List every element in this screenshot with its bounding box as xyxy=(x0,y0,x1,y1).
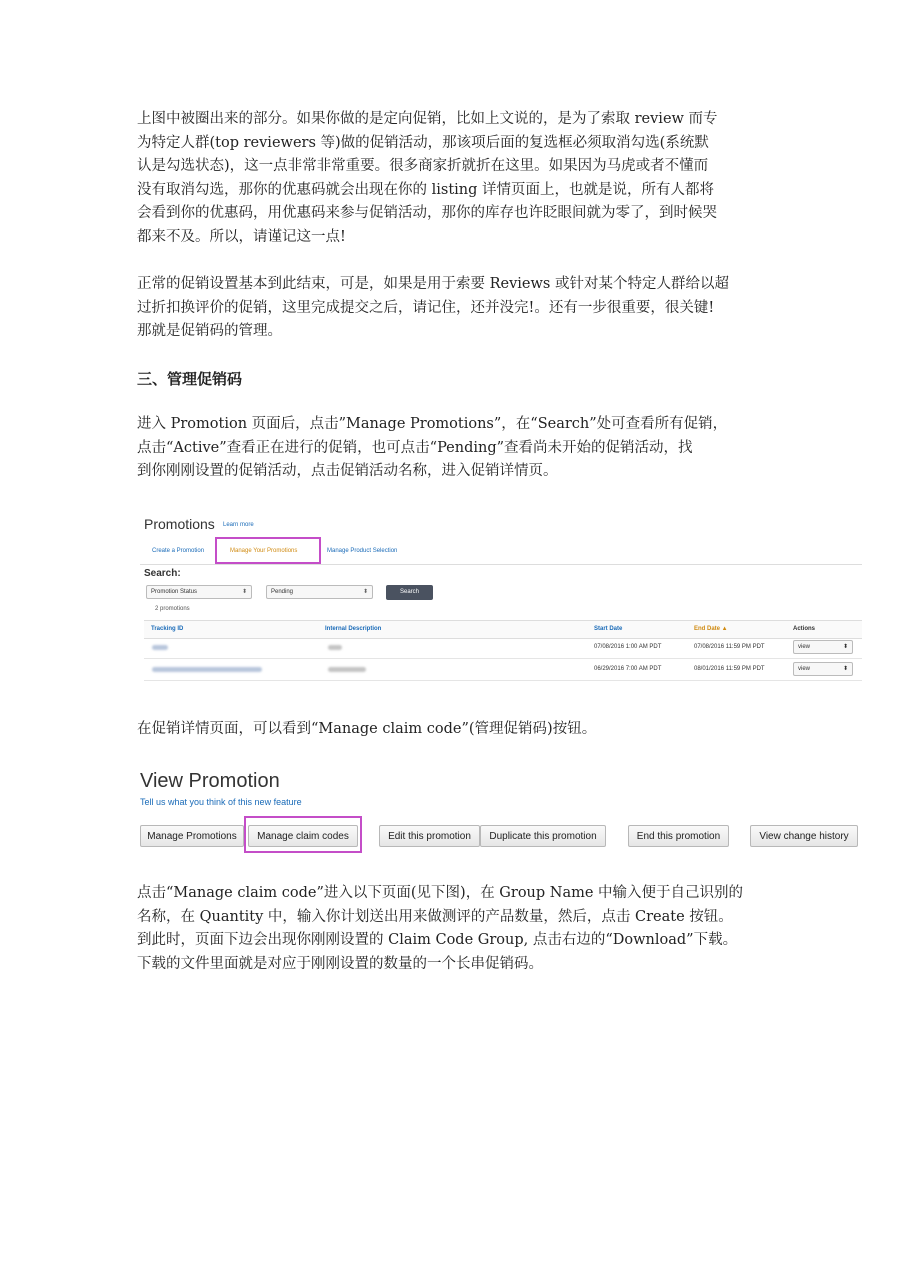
column-tracking-id[interactable]: Tracking ID xyxy=(151,626,184,632)
highlight-box xyxy=(215,537,321,564)
section-heading: 三、管理促销码 xyxy=(137,370,243,388)
duplicate-promotion-button[interactable]: Duplicate this promotion xyxy=(480,825,606,847)
paragraph-2 xyxy=(137,273,769,344)
redacted-tracking-id[interactable] xyxy=(152,645,168,650)
paragraph-line: 下载的文件里面就是对应于刚刚设置的数量的一个长串促销码。 xyxy=(137,955,543,972)
end-date-cell: 07/08/2016 11:59 PM PDT xyxy=(694,644,765,650)
manage-claim-codes-button[interactable]: Manage claim codes xyxy=(248,825,358,847)
paragraph-line: 过折扣换评价的促销，这里完成提交之后，请记住，还并没完!。还有一步很重要，很关键! xyxy=(137,299,715,316)
end-promotion-button[interactable]: End this promotion xyxy=(628,825,729,847)
manage-promotions-button[interactable]: Manage Promotions xyxy=(140,825,244,847)
paragraph-line: 会看到你的优惠码，用优惠码来参与促销活动，那你的库存也许眨眼间就为零了，到时候哭 xyxy=(137,205,717,221)
paragraph-line: 为特定人群(top reviewers 等)做的促销活动，那该项后面的复选框必须取消勾选(系统默 xyxy=(137,134,709,151)
tab-manage-promotions[interactable]: Manage Your Promotions xyxy=(230,548,298,554)
redacted-tracking-id[interactable] xyxy=(152,667,262,672)
paragraph-line: 名称，在 Quantity 中，输入你计划送出用来做测评的产品数量，然后，点击 Create 按钮。 xyxy=(137,908,733,925)
learn-more-link[interactable]: Learn more xyxy=(223,522,254,528)
action-select[interactable] xyxy=(793,640,853,654)
status-filter-label: Promotion Status xyxy=(151,589,198,595)
redacted-description xyxy=(328,645,342,650)
promotion-count: 2 promotions xyxy=(155,606,190,612)
search-button[interactable]: Search xyxy=(386,585,433,600)
status-filter-select[interactable] xyxy=(146,585,252,599)
paragraph-line: 正常的促销设置基本到此结束，可是，如果是用于索要 Reviews 或针对某个特定人群给以超 xyxy=(137,276,729,292)
column-start-date[interactable]: Start Date xyxy=(594,626,623,632)
tab-create-promotion[interactable]: Create a Promotion xyxy=(152,548,205,554)
table-row xyxy=(144,637,862,659)
paragraph-5 xyxy=(137,882,769,976)
view-change-history-button[interactable]: View change history xyxy=(750,825,858,847)
action-label: view xyxy=(798,644,811,650)
start-date-cell: 07/08/2016 1:00 AM PDT xyxy=(594,644,662,650)
paragraph-1 xyxy=(137,108,769,249)
paragraph-line: 那就是促销码的管理。 xyxy=(137,323,282,339)
paragraph-line: 在促销详情页面，可以看到“Manage claim code”(管理促销码)按钮。 xyxy=(137,721,597,737)
paragraph-line: 没有取消勾选，那你的优惠码就会出现在你的 listing 详情页面上，也就是说，所有人都将 xyxy=(137,181,715,198)
column-actions: Actions xyxy=(793,626,816,632)
edit-promotion-button[interactable]: Edit this promotion xyxy=(379,825,480,847)
redacted-description xyxy=(328,667,366,672)
highlight-box xyxy=(244,816,362,853)
table-row xyxy=(144,659,862,681)
column-end-date[interactable]: End Date ▲ xyxy=(694,626,728,632)
paragraph-line: 点击“Active”查看正在进行的促销，也可点击“Pending”查看尚未开始的促销活动，找 xyxy=(137,439,693,456)
paragraph-line: 都来不及。所以，请谨记这一点! xyxy=(137,228,346,245)
status-value-select[interactable] xyxy=(266,585,373,599)
paragraph-line: 上图中被圈出来的部分。如果你做的是定向促销，比如上文说的，是为了索取 review 而专 xyxy=(137,111,718,127)
paragraph-line: 进入 Promotion 页面后，点击”Manage Promotions”，在“Search”处可查看所有促销， xyxy=(137,416,728,432)
column-internal-description[interactable]: Internal Description xyxy=(325,626,382,632)
view-promotion-screenshot xyxy=(138,765,862,857)
end-date-cell: 08/01/2016 11:59 PM PDT xyxy=(694,666,765,672)
search-label: Search: xyxy=(144,568,181,579)
start-date-cell: 06/29/2016 7:00 AM PDT xyxy=(594,666,662,672)
feedback-link[interactable]: Tell us what you think of this new feature xyxy=(140,797,302,807)
action-label: view xyxy=(798,666,811,672)
paragraph-line: 点击“Manage claim code”进入以下页面(见下图)，在 Group Name 中输入便于自己识别的 xyxy=(137,885,744,901)
tab-manage-product-selection[interactable]: Manage Product Selection xyxy=(327,548,398,554)
chevron-updown-icon: ⬍ xyxy=(362,589,368,595)
chevron-updown-icon: ⬍ xyxy=(842,666,848,672)
promotions-screenshot xyxy=(140,510,862,688)
paragraph-line: 认是勾选状态)，这一点非常非常重要。很多商家折就折在这里。如果因为马虎或者不懂而 xyxy=(137,158,709,174)
view-promotion-title: View Promotion xyxy=(140,770,280,792)
paragraph-line: 到此时，页面下边会出现你刚刚设置的 Claim Code Group, 点击右边的“Download”下载。 xyxy=(137,932,738,948)
chevron-updown-icon: ⬍ xyxy=(842,644,848,650)
action-select[interactable] xyxy=(793,662,853,676)
paragraph-4 xyxy=(137,718,769,742)
paragraph-3 xyxy=(137,413,769,484)
chevron-updown-icon: ⬍ xyxy=(241,589,247,595)
status-value-label: Pending xyxy=(271,589,294,595)
paragraph-line: 到你刚刚设置的促销活动，点击促销活动名称，进入促销详情页。 xyxy=(137,463,558,479)
promotions-title: Promotions xyxy=(144,516,215,532)
